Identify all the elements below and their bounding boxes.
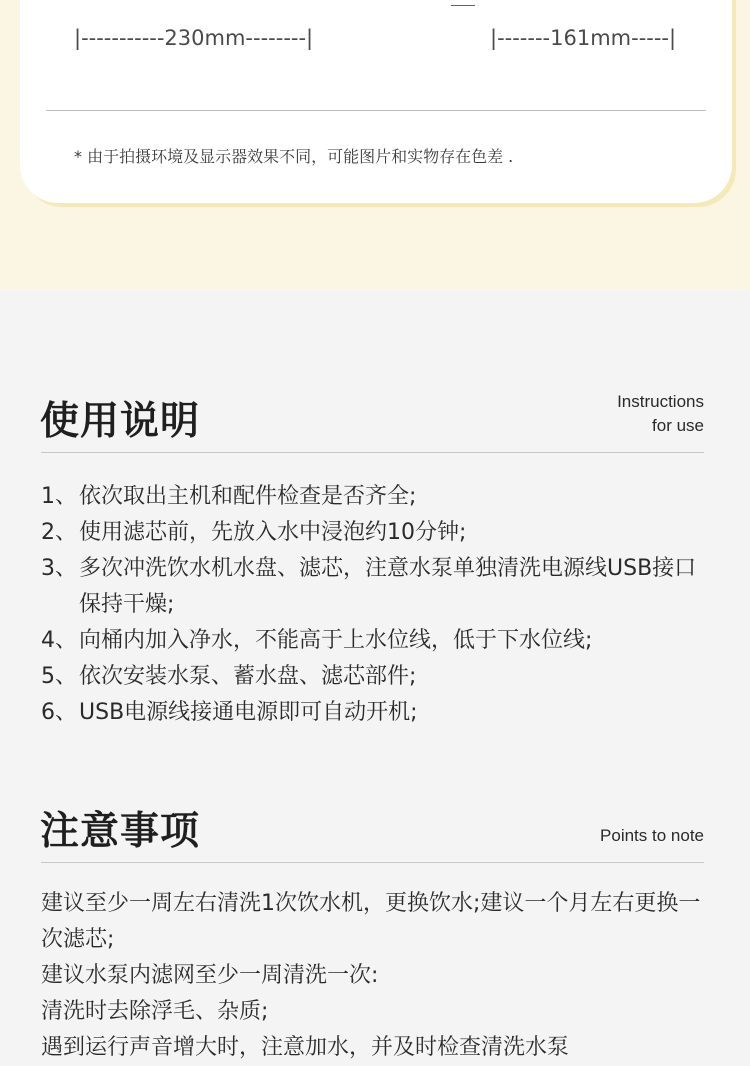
precaution-line: 建议水泵内滤网至少一周清洗一次: (41, 963, 379, 988)
step-number: 3、 (41, 556, 77, 581)
usage-step (41, 659, 711, 695)
step-text: 使用滤芯前，先放入水中浸泡约10分钟; (79, 520, 467, 545)
step-text: 依次取出主机和配件检查是否齐全; (79, 484, 417, 509)
usage-divider (41, 452, 704, 453)
precautions-subtitle: Points to note (600, 826, 704, 845)
precaution-line: 建议至少一周左右清洗1次饮水机，更换饮水;建议一个月左右更换一次滤芯; (41, 891, 701, 952)
precaution-line: 清洗时去除浮毛、杂质; (41, 999, 269, 1024)
usage-steps (41, 479, 711, 731)
usage-step (41, 515, 711, 551)
step-text: 依次安装水泵、蓄水盘、滤芯部件; (79, 664, 417, 689)
usage-subtitle (617, 390, 704, 438)
dimension-tick (451, 5, 475, 6)
usage-subtitle-line1: Instructions (617, 392, 704, 411)
usage-step (41, 695, 711, 731)
step-text: USB电源线接通电源即可自动开机; (79, 700, 418, 725)
step-number: 2、 (41, 520, 77, 545)
step-number: 1、 (41, 484, 77, 509)
precautions-title: 注意事项 (40, 809, 201, 854)
usage-step (41, 623, 711, 659)
usage-step (41, 551, 711, 623)
step-number: 6、 (41, 700, 77, 725)
step-number: 5、 (41, 664, 77, 689)
usage-subtitle-line2: for use (652, 416, 704, 435)
dimension-label-width: |-----------230mm--------| (74, 26, 314, 50)
precautions-divider (41, 862, 704, 863)
step-number: 4、 (41, 628, 77, 653)
card-divider (46, 110, 706, 111)
dimension-label-height: |-------161mm-----| (490, 26, 677, 50)
usage-title: 使用说明 (40, 399, 201, 444)
step-text: 多次冲洗饮水机水盘、滤芯，注意水泵单独清洗电源线USB接口保持干燥; (79, 556, 697, 617)
usage-step (41, 479, 711, 515)
precautions-list (41, 886, 713, 1066)
precaution-line: 遇到运行声音增大时，注意加水，并及时检查清洗水泵 (41, 1035, 570, 1060)
step-text: 向桶内加入净水，不能高于上水位线，低于下水位线; (79, 628, 593, 653)
color-disclaimer: * 由于拍摄环境及显示器效果不同，可能图片和实物存在色差 . (74, 147, 514, 166)
